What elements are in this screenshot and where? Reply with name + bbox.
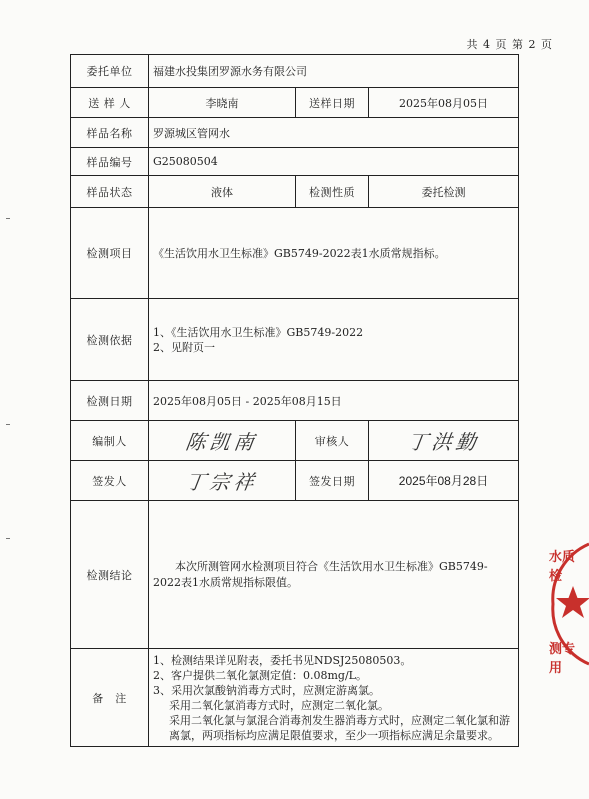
red-seal-stamp: [549, 540, 589, 676]
sample-name-label: 样品名称: [71, 118, 149, 148]
compiler-signature-text: 陈凯南: [184, 430, 260, 454]
note-line: 采用二氧化氯消毒方式时，应测定二氧化氯。: [169, 698, 389, 712]
issue-date-value: 2025年08月28日: [369, 461, 519, 501]
sample-id-value: G25080504: [149, 148, 519, 176]
sample-id-label: 样品编号: [71, 148, 149, 176]
notes-content: [149, 649, 519, 747]
compiler-label: 编制人: [71, 421, 149, 461]
note-line: 2、客户提供二氧化氯测定值：0.08mg/L。: [153, 668, 367, 682]
send-date-label: 送样日期: [296, 88, 369, 118]
items-label: 检测项目: [71, 208, 149, 299]
issuer-signature: [149, 461, 296, 501]
sample-name-value: 罗源城区管网水: [149, 118, 519, 148]
sample-state-label: 样品状态: [71, 176, 149, 208]
issuer-label: 签发人: [71, 461, 149, 501]
client-value: 福建水投集团罗源水务有限公司: [149, 55, 519, 88]
conclusion-value: 本次所测管网水检测项目符合《生活饮用水卫生标准》GB5749-2022表1水质常规指标限值。: [149, 501, 519, 649]
basis-value: 1、《生活饮用水卫生标准》GB5749-2022 2、见附页一: [149, 299, 519, 381]
reviewer-label: 审核人: [296, 421, 369, 461]
reviewer-signature-text: 丁洪勤: [405, 430, 481, 454]
send-date-value: 2025年08月05日: [369, 88, 519, 118]
seal-text-top: 水质检: [549, 550, 576, 584]
note-line: 1、检测结果详见附表，委托书见NDSJ25080503。: [153, 653, 412, 667]
compiler-signature: [149, 421, 296, 461]
report-cover-table: [70, 54, 519, 747]
test-nature-value: 委托检测: [369, 176, 519, 208]
notes-label: 备 注: [71, 649, 149, 747]
issue-date-label: 签发日期: [296, 461, 369, 501]
test-date-label: 检测日期: [71, 381, 149, 421]
sample-state-value: 液体: [149, 176, 296, 208]
test-date-value: 2025年08月05日 - 2025年08月15日: [149, 381, 519, 421]
client-label: 委托单位: [71, 55, 149, 88]
issuer-signature-text: 丁宗祥: [184, 470, 260, 494]
note-line: 采用二氧化氯与氯混合消毒剂发生器消毒方式时，应测定二氧化氯和游离氯，两项指标均应满足限值要求，至少一项指标应满足余量要求。: [169, 713, 510, 742]
items-value: 《生活饮用水卫生标准》GB5749-2022表1水质常规指标。: [149, 208, 519, 299]
page-number: 共 4 页 第 2 页: [466, 38, 553, 51]
seal-text-bottom: 测专用: [549, 642, 576, 676]
conclusion-label: 检测结论: [71, 501, 149, 649]
sender-label: 送 样 人: [71, 88, 149, 118]
reviewer-signature: [369, 421, 519, 461]
scan-edge-mark: [6, 538, 10, 539]
scan-edge-mark: [6, 424, 10, 425]
sender-value: 李晓南: [149, 88, 296, 118]
scan-edge-mark: [6, 218, 10, 219]
basis-label: 检测依据: [71, 299, 149, 381]
test-nature-label: 检测性质: [296, 176, 369, 208]
note-line: 3、采用次氯酸钠消毒方式时，应测定游离氯。: [153, 683, 380, 697]
